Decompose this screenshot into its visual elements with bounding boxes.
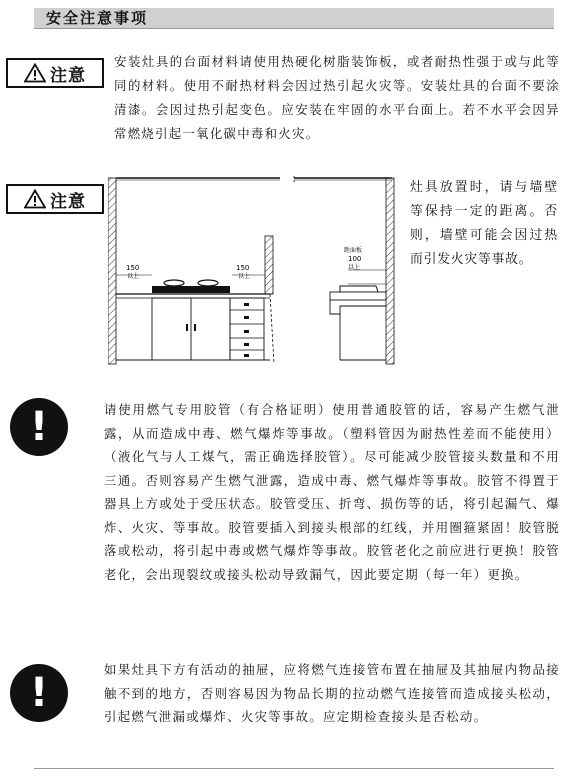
wall-clearance-text: 灶具放置时，请与墙壁等保持一定的距离。否则，墙壁可能会因过热而引发火灾等事故。 — [410, 180, 558, 267]
stove-top — [152, 286, 230, 293]
caution-label — [6, 58, 104, 88]
section-title: 安全注意事项 — [46, 9, 149, 27]
side-gap-unit: 以上 — [348, 264, 361, 271]
side-view — [294, 176, 394, 364]
right-gap-value: 150 — [236, 264, 250, 272]
front-view — [108, 178, 280, 364]
gas-hose-warning-text: 请使用燃气专用胶管（有合格证明）使用普通胶管的话，容易产生燃气泄露，从而造成中毒、燃气爆炸等事故。（塑料管因为耐热性差而不能使用）（液化气与人工煤气，需正确选择胶管）。尽可能减少胶管接头数量和不用三通。否则容易产生燃气泄露，造成中毒、燃气爆炸等事故。胶管不得置于器具上方或处于受压状态。胶管受压、折弯、损伤等的话，将引起漏气、爆炸、火灾、等事故。胶管要插入到接头根部的红线，并用圈箍紧固！胶管脱落或松动，将引起中毒或燃气爆炸等事故。胶管老化之前应进行更换！胶管老化，会出现裂纹或接头松动导致漏气，因此要定期（每一年）更换。 — [104, 402, 560, 582]
caution-text: 注意 — [50, 65, 86, 86]
installation-clearance-diagram — [108, 174, 404, 370]
warning-triangle-icon — [24, 63, 46, 83]
warning-triangle-icon — [24, 189, 46, 209]
exclamation-icon: ! — [10, 398, 68, 456]
left-gap-unit: 以上 — [127, 273, 140, 280]
caution-text: 注意 — [50, 191, 86, 212]
drawer-warning-text: 如果灶具下方有活动的抽屉，应将燃气连接管布置在抽屉及其抽屉内物品接触不到的地方，否则容易因为物品长期的拉动燃气连接管而造成接头松动，引起燃气泄漏或爆炸、火灾等事故。应定期检查接头是否松动。 — [104, 662, 560, 724]
side-gap-value: 100 — [348, 255, 362, 263]
right-gap-unit: 以上 — [238, 273, 251, 280]
section-header-bar — [34, 8, 554, 29]
left-gap-value: 150 — [126, 264, 140, 272]
caution-label — [6, 184, 104, 214]
side-gap-caption: 距面板 — [344, 247, 363, 254]
exclamation-icon: ! — [10, 664, 68, 722]
footer-divider — [34, 768, 554, 769]
countertop-material-text: 安装灶具的台面材料请使用热硬化树脂装饰板，或者耐热性强于或与此等同的材料。使用不耐热材料会因过热引起火灾等。安装灶具的台面不要涂清漆。会因过热引起变色。应安装在牢固的水平台面上。若不水平会因异常燃烧引起一氧化碳中毒和火灾。 — [114, 54, 560, 141]
